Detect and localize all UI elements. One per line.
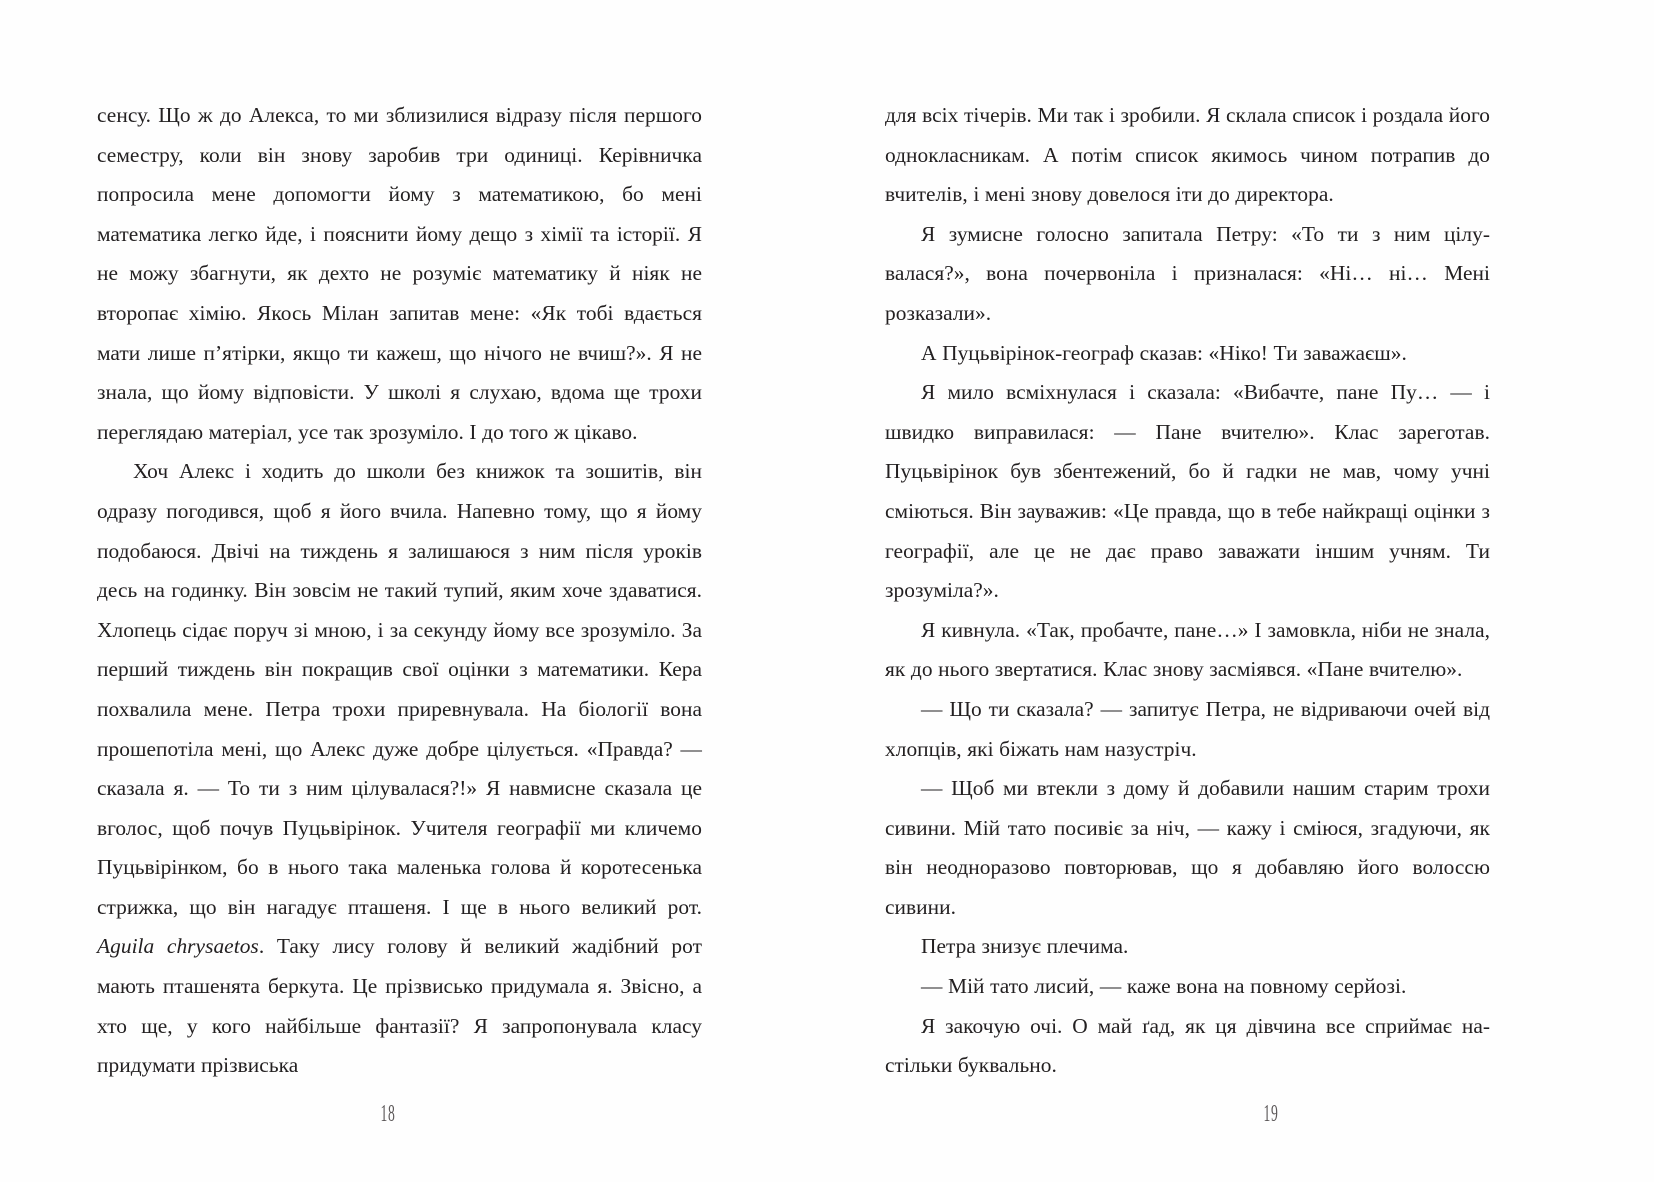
paragraph: Я зумисне голосно запитала Петру: «То ти з ним цілувалася?», вона почервоніла і призналася: «Ні… ні… Мені розказали». bbox=[885, 221, 1490, 325]
page-number-left-value: 18 bbox=[380, 1098, 395, 1127]
paragraph: — Що ти сказала? — запитує Петра, не відриваючи очей від хлопців, які біжать нам назустріч. bbox=[885, 696, 1490, 761]
paragraph: А Пуцьвірінок-географ сказав: «Ніко! Ти заважаєш». bbox=[921, 340, 1407, 365]
page-number-right bbox=[857, 1098, 1654, 1127]
right-page-textblock bbox=[885, 96, 1490, 1086]
paragraph: сенсу. Що ж до Алекса, то ми зблизилися відразу після першого семестру, коли він знову заробив три одиниці. Керівничка попросила мене допомогти йому з математикою, бо мені математика легко йде, і пояснити йому дещо з хімії та історії. Я не можу збагнути, як дехто не розуміє математику й ніяк не второпає хімію. Якось Мілан запитав мене: «Як тобі вдається мати лише п’ятірки, якщо ти кажеш, що нічого не вчиш?». Я не знала, що йому відповісти. У школі я слухаю, вдома ще трохи переглядаю матеріал, усе так зрозуміло. І до того ж цікаво. bbox=[97, 103, 702, 444]
paragraph bbox=[97, 452, 702, 1086]
paragraph: — Щоб ми втекли з дому й добавили нашим старим трохи сивини. Мій тато посивіє за ніч, — кажу і сміюся, згадуючи, як він неодноразово повторював, що я добавляю його волоссю сивини. bbox=[885, 776, 1490, 919]
page-number-left bbox=[0, 1098, 801, 1127]
right-page bbox=[827, 0, 1654, 1182]
paragraph: для всіх тічерів. Ми так і зробили. Я склала список і роздала його однокласникам. А потім список якимось чином потрапив до вчителів, і мені знову довелося іти до директора. bbox=[885, 103, 1490, 207]
paragraph: Я закочую очі. О май ґад, як ця дівчина все сприймає настільки буквально. bbox=[885, 1013, 1490, 1078]
paragraph: Петра знизує плечима. bbox=[921, 934, 1129, 959]
paragraph-text-before-italic: Хоч Алекс і ходить до школи без книжок та зошитів, він одразу погодився, щоб я його вчила. Напевно тому, що я йому подобаюся. Двічі на тиждень я залишаюся з ним після уроків десь на годинку. Він зовсім не такий тупий, яким хоче здаватися. Хлопець сідає поруч зі мною, і за секунду йому все зрозуміло. За перший тиждень він покращив свої оцінки з математики. Кера похвалила мене. Петра трохи приревнувала. На біології вона прошепотіла мені, що Алекс дуже добре цілується. «Правда? — сказала я. — То ти з ним цілувалася?!» Я навмисне сказала це вголос, щоб почув Пуцьвірінок. Учителя географії ми кличемо Пуцьвірінком, бо в нього така маленька голова й коротесенька стрижка, що він нагадує пташеня. І ще в нього великий рот. bbox=[97, 459, 702, 919]
paragraph-text-after-italic: . Таку лису голову й великий жадібний рот мають пташенята беркута. Це прізвисько придумала я. Звісно, а хто ще, у кого найбільше фантазії? Я запропонувала класу придумати прізвиська bbox=[97, 934, 702, 1078]
page-number-right-value: 19 bbox=[1263, 1098, 1278, 1127]
paragraph: — Мій тато лисий, — каже вона на повному серйозі. bbox=[921, 974, 1407, 999]
paragraph: Я кивнула. «Так, пробачте, пане…» І замовкла, ніби не знала, як до нього звертатися. Клас знову засміявся. «Пане вчителю». bbox=[885, 617, 1490, 682]
left-page-textblock bbox=[97, 96, 702, 1086]
paragraph: Я мило всміхнулася і сказала: «Вибачте, пане Пу… — і швидко виправилася: — Пане вчителю». Клас зареготав. Пуцьвірінок був збентежений, бо й гадки не мав, чому учні сміються. Він зауважив: «Це правда, що в тебе найкращі оцінки з географії, але це не дає право заважати іншим учням. Ти зрозуміла?». bbox=[885, 380, 1490, 603]
latin-species-name: Aguila chrysaetos bbox=[97, 934, 259, 959]
